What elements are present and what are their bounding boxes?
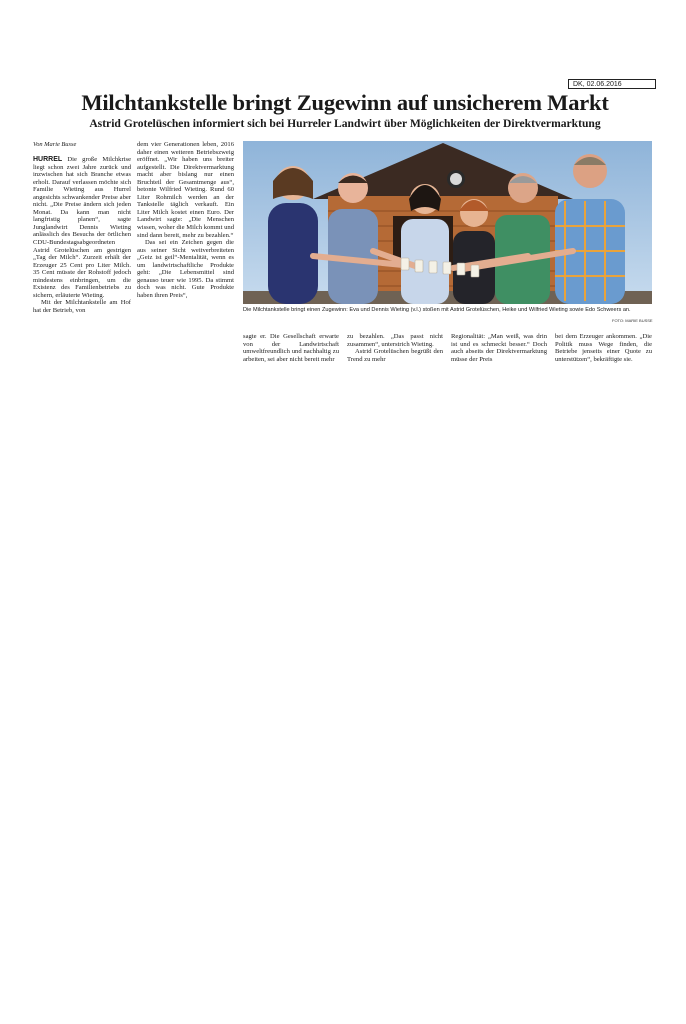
- article-photo: [243, 141, 652, 304]
- article-paragraph: Das sei ein Zeichen gegen die aus seiner Sicht weitverbreiteten „Geiz ist geil“-Mentalität, wenn es um landwirtschaftliche Produkte geht: „Die Lebensmittel sind genauso teuer wie 1995. Da stimmt doch was nicht. Gute Produkte haben ihren Preis“,: [137, 239, 234, 299]
- article-paragraph: dem vier Generationen leben, 2016 daher einen weiteren Betriebszweig eröffnet. „Wir haben uns breiter aufgestellt. Die Direktvermarktung macht aber bislang nur einen Bruchteil der Gesamtmenge aus“, betonte Wilfried Wieting. Rund 60 Liter Rohmilch werden an der Tankstelle täglich verkauft. Ein Liter Milch kostet einen Euro. Der Landwirt sagte: „Die Menschen wissen, woher die Milch kommt und sind dann bereit, mehr zu bezahlen.“: [137, 141, 234, 239]
- headline: Milchtankstelle bringt Zugewinn auf unsicherem Markt: [81, 90, 609, 115]
- article-column-6: [555, 333, 652, 363]
- byline: Von Marie Busse: [33, 141, 77, 148]
- article-column-2: [137, 141, 234, 299]
- article-column-3: [243, 333, 339, 363]
- article-paragraph: Regionalität: „Man weiß, was drin ist und es schmeckt besser.“ Doch auch abseits der Direktvermarktung müsse der Preis: [451, 333, 547, 363]
- photo-credit: FOTO: MARIE BUSSE: [612, 318, 653, 323]
- subheadline: Astrid Grotelüschen informiert sich bei Hurreler Landwirt über Möglichkeiten der Direktvermarktung: [89, 117, 601, 130]
- article-column-1: [33, 156, 131, 314]
- article-paragraph: Astrid Grotelüschen begrüßt den Trend zu mehr: [347, 348, 443, 363]
- article-paragraph: HURREL Die große Milchkrise liegt schon zwei Jahre zurück und inzwischen hat sich Branche etwas erholt. Darauf verlassen möchte sich Familie Wieting aus Hurrel angesichts schwankender Preise aber nicht. „Die Preise ändern sich jeden Monat. Da kann man nicht langfristig planen“, sagte Junglandwirt Dennis Wieting anlässlich des Besuchs der örtlichen CDU-Bundestagsabgeordneten Astrid Grotelüschen am gestrigen „Tag der Milch“. Zurzeit erhält der Erzeuger 25 Cent pro Liter Milch. 35 Cent müsste der Rohstoff jedoch mindestens einbringen, um die Existenz des Familienbetriebs zu sichern, erläuterte Wieting.: [33, 156, 131, 299]
- article-paragraph: sagte er. Die Gesellschaft erwarte von der Landwirtschaft umweltfreundlich und nachhaltig zu arbeiten, sei aber nicht bereit mehr: [243, 333, 339, 363]
- article-paragraph: zu bezahlen. „Das passt nicht zusammen“, unterstrich Wieting.: [347, 333, 443, 348]
- dateline: DK, 02.06.2016: [568, 79, 656, 89]
- photo-caption: Die Milchtankstelle bringt einen Zugewinn: Eva und Dennis Wieting (v.l.) stoßen mit Astrid Grotelüschen, Heike und Wilfried Wieting sowie Edo Schweers an.: [243, 307, 631, 313]
- article-column-4: [347, 333, 443, 363]
- article-paragraph: Mit der Milchtankstelle am Hof hat der Betrieb, von: [33, 299, 131, 314]
- article-paragraph: bei dem Erzeuger ankommen. „Die Politik muss Wege finden, die Betriebe jenseits einer Quote zu unterstützen“, bekräftigte sie.: [555, 333, 652, 363]
- article-dateline-place: HURREL: [33, 156, 63, 163]
- article-column-5: [451, 333, 547, 363]
